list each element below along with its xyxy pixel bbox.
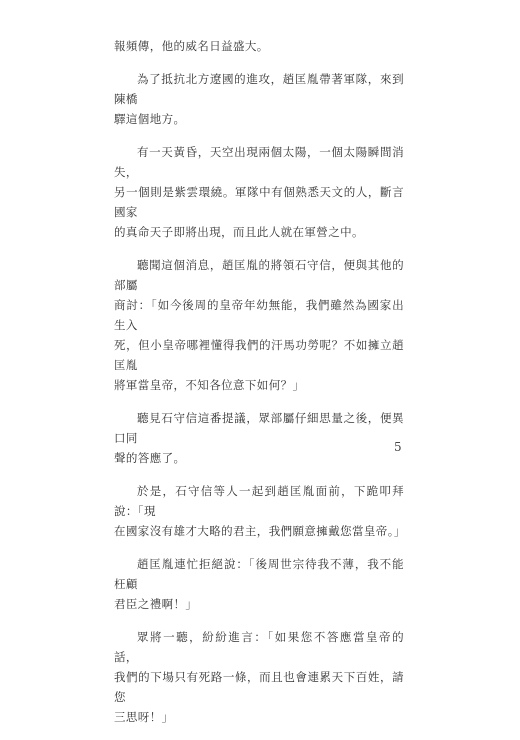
paragraph-1: 報頻傳，他的威名日益盛大。 [114, 39, 269, 53]
body-text [114, 36, 404, 740]
page-number: 5 [394, 440, 402, 454]
paragraph-7: 趙匡胤連忙拒絕說：「後周世宗待我不薄，我不能枉顧 君臣之禮啊！」 [114, 557, 404, 611]
paragraph-4: 聽聞這個消息，趙匡胤的將領石守信，便與其他的部屬 商討：「如今後周的皇帝年幼無能，我們雖然為國家出生入 死，但小皇帝哪裡懂得我們的汗馬功勞呢？不如擁立趙匡胤 將軍當皇帝，不知各位意下如何？」 [114, 258, 404, 392]
paragraph-3: 有一天黃昏，天空出現兩個太陽，一個太陽瞬間消失， 另一個則是紫雲環繞。軍隊中有個熟悉天文的人，斷言國家 的真命天子即將出現，而且此人就在軍營之中。 [114, 145, 404, 239]
paragraph-5: 聽見石守信這番提議，眾部屬仔細思量之後，便異口同 聲的答應了。 [114, 411, 404, 465]
paragraph-6: 於是，石守信等人一起到趙匡胤面前，下跪叩拜說：「現 在國家沒有雄才大略的君主，我們願意擁戴您當皇帝。」 [114, 484, 406, 538]
paragraph-8: 眾將一聽，紛紛進言：「如果您不答應當皇帝的話， 我們的下場只有死路一條，而且也會連累天下百姓，請您 三思呀！」 [114, 630, 404, 724]
paragraph-2: 為了抵抗北方遼國的進攻，趙匡胤帶著軍隊，來到陳橋 驛這個地方。 [114, 72, 404, 126]
